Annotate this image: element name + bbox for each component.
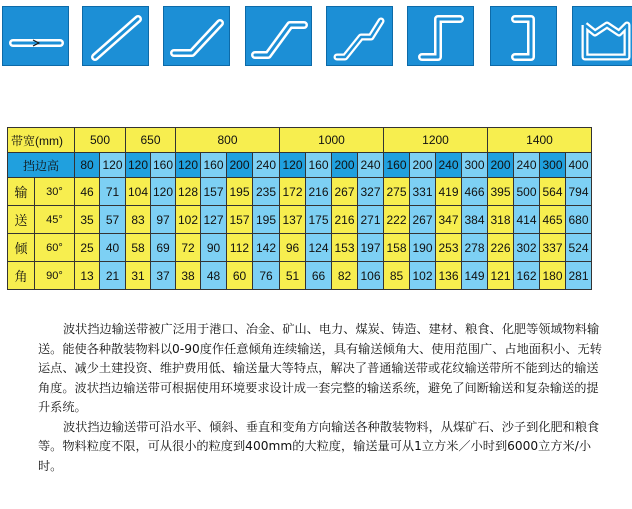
table-cell: 21 bbox=[100, 262, 126, 290]
table-cell: 794 bbox=[566, 178, 592, 206]
table-cell: 395 bbox=[488, 178, 514, 206]
table-cell: 216 bbox=[332, 206, 358, 234]
table-cell: 69 bbox=[151, 234, 176, 262]
table-cell: 680 bbox=[566, 206, 592, 234]
inclined-belt-icon bbox=[82, 6, 149, 66]
belt-width-row bbox=[8, 128, 592, 153]
edge-height-label: 挡边高 bbox=[8, 153, 75, 178]
table-cell: 172 bbox=[280, 178, 306, 206]
edge-height-cell: 80 bbox=[75, 153, 100, 178]
paragraph: 波状挡边输送带可沿水平、倾斜、垂直和变角方向输送各种散装物料，从煤矿石、沙子到化肥和粮食等。物料粒度不限，可从很小的粒度到400mm的大粒度，输送量可从1立方米／小时到6000立方米/小时。 bbox=[38, 419, 600, 473]
table-cell: 275 bbox=[384, 178, 410, 206]
table-cell: 419 bbox=[436, 178, 462, 206]
description-text bbox=[38, 320, 606, 476]
edge-height-cell: 200 bbox=[227, 153, 253, 178]
table-cell: 46 bbox=[75, 178, 100, 206]
table-cell: 71 bbox=[100, 178, 126, 206]
table-row bbox=[8, 206, 592, 234]
table-cell: 137 bbox=[280, 206, 306, 234]
table-cell: 195 bbox=[253, 206, 280, 234]
table-cell: 302 bbox=[514, 234, 540, 262]
table-cell: 128 bbox=[176, 178, 201, 206]
angle-label: 90° bbox=[35, 262, 75, 290]
edge-height-cell: 120 bbox=[126, 153, 151, 178]
horizontal-incline-belt-icon bbox=[163, 6, 230, 66]
edge-height-cell: 160 bbox=[201, 153, 227, 178]
table-cell: 384 bbox=[462, 206, 488, 234]
table-cell: 162 bbox=[514, 262, 540, 290]
side-label: 输 bbox=[8, 178, 35, 206]
edge-height-row bbox=[8, 153, 592, 178]
table-cell: 190 bbox=[410, 234, 436, 262]
belt-type-icons bbox=[0, 0, 632, 110]
edge-height-cell: 240 bbox=[436, 153, 462, 178]
paragraph: 波状挡边输送带被广泛用于港口、冶金、矿山、电力、煤炭、铸造、建材、粮食、化肥等领域物料输送。能使各种散装物料以0-90度作任意倾角连续输送，具有输送倾角大、使用范围广、占地面积小、无转运点、减少土建投资、维护费用低、输送量大等特点，解决了普通输送带或花纹输送带所不能到达的输送角度。波状挡边输送带可根据使用环境要求设计成一套完整的输送系统，避免了间断输送和复杂输送的提升系统。 bbox=[38, 322, 602, 414]
table-cell: 102 bbox=[176, 206, 201, 234]
side-label: 送 bbox=[8, 206, 35, 234]
edge-height-cell: 160 bbox=[384, 153, 410, 178]
table-cell: 216 bbox=[306, 178, 332, 206]
table-cell: 66 bbox=[306, 262, 332, 290]
belt-width-cell: 800 bbox=[176, 128, 280, 153]
table-cell: 271 bbox=[358, 206, 384, 234]
edge-height-cell: 240 bbox=[253, 153, 280, 178]
edge-height-cell: 240 bbox=[358, 153, 384, 178]
table-cell: 106 bbox=[358, 262, 384, 290]
table-cell: 13 bbox=[75, 262, 100, 290]
table-cell: 500 bbox=[514, 178, 540, 206]
table-cell: 331 bbox=[410, 178, 436, 206]
edge-height-cell: 160 bbox=[306, 153, 332, 178]
table-cell: 72 bbox=[176, 234, 201, 262]
stepped-incline-belt-icon bbox=[326, 6, 393, 66]
angle-label: 45° bbox=[35, 206, 75, 234]
table-cell: 35 bbox=[75, 206, 100, 234]
table-cell: 466 bbox=[462, 178, 488, 206]
table-cell: 253 bbox=[436, 234, 462, 262]
table-cell: 38 bbox=[176, 262, 201, 290]
horizontal-belt-icon bbox=[2, 6, 69, 66]
table-cell: 97 bbox=[151, 206, 176, 234]
table-cell: 60 bbox=[227, 262, 253, 290]
table-cell: 85 bbox=[384, 262, 410, 290]
table-cell: 524 bbox=[566, 234, 592, 262]
edge-height-cell: 200 bbox=[488, 153, 514, 178]
table-cell: 235 bbox=[253, 178, 280, 206]
side-label: 角 bbox=[8, 262, 35, 290]
edge-height-cell: 200 bbox=[332, 153, 358, 178]
table-cell: 127 bbox=[201, 206, 227, 234]
table-cell: 40 bbox=[100, 234, 126, 262]
table-cell: 112 bbox=[227, 234, 253, 262]
specification-table bbox=[7, 127, 592, 290]
angle-label: 30° bbox=[35, 178, 75, 206]
belt-width-cell: 650 bbox=[126, 128, 176, 153]
edge-height-cell: 120 bbox=[176, 153, 201, 178]
table-cell: 465 bbox=[540, 206, 566, 234]
table-cell: 37 bbox=[151, 262, 176, 290]
belt-width-cell: 1400 bbox=[488, 128, 592, 153]
table-cell: 48 bbox=[201, 262, 227, 290]
table-cell: 153 bbox=[332, 234, 358, 262]
table-cell: 121 bbox=[488, 262, 514, 290]
table-cell: 83 bbox=[126, 206, 151, 234]
table-cell: 157 bbox=[227, 206, 253, 234]
table-cell: 51 bbox=[280, 262, 306, 290]
table-cell: 195 bbox=[227, 178, 253, 206]
table-cell: 226 bbox=[488, 234, 514, 262]
edge-height-cell: 160 bbox=[151, 153, 176, 178]
table-cell: 175 bbox=[306, 206, 332, 234]
table-row bbox=[8, 234, 592, 262]
table-cell: 327 bbox=[358, 178, 384, 206]
vertical-c-belt-icon bbox=[490, 6, 557, 66]
belt-width-cell: 1200 bbox=[384, 128, 488, 153]
table-cell: 120 bbox=[151, 178, 176, 206]
edge-height-cell: 200 bbox=[410, 153, 436, 178]
table-row bbox=[8, 178, 592, 206]
table-cell: 96 bbox=[280, 234, 306, 262]
table-cell: 149 bbox=[462, 262, 488, 290]
table-row bbox=[8, 262, 592, 290]
table-cell: 337 bbox=[540, 234, 566, 262]
table-cell: 157 bbox=[201, 178, 227, 206]
belt-width-cell: 1000 bbox=[280, 128, 384, 153]
table-cell: 318 bbox=[488, 206, 514, 234]
table-cell: 222 bbox=[384, 206, 410, 234]
table-cell: 267 bbox=[332, 178, 358, 206]
table-cell: 82 bbox=[332, 262, 358, 290]
side-label: 倾 bbox=[8, 234, 35, 262]
table-cell: 564 bbox=[540, 178, 566, 206]
angle-label: 60° bbox=[35, 234, 75, 262]
vertical-closed-belt-icon bbox=[572, 6, 632, 66]
table-cell: 267 bbox=[410, 206, 436, 234]
table-cell: 158 bbox=[384, 234, 410, 262]
table-cell: 104 bbox=[126, 178, 151, 206]
belt-width-cell: 500 bbox=[75, 128, 126, 153]
table-cell: 57 bbox=[100, 206, 126, 234]
table-cell: 414 bbox=[514, 206, 540, 234]
table-cell: 281 bbox=[566, 262, 592, 290]
edge-height-cell: 120 bbox=[280, 153, 306, 178]
table-cell: 347 bbox=[436, 206, 462, 234]
table-cell: 25 bbox=[75, 234, 100, 262]
table-cell: 197 bbox=[358, 234, 384, 262]
vertical-s-belt-icon bbox=[407, 6, 474, 66]
table-cell: 136 bbox=[436, 262, 462, 290]
table-cell: 278 bbox=[462, 234, 488, 262]
table-cell: 76 bbox=[253, 262, 280, 290]
edge-height-cell: 120 bbox=[100, 153, 126, 178]
table-cell: 102 bbox=[410, 262, 436, 290]
table-cell: 124 bbox=[306, 234, 332, 262]
table-cell: 90 bbox=[201, 234, 227, 262]
table-cell: 180 bbox=[540, 262, 566, 290]
edge-height-cell: 400 bbox=[566, 153, 592, 178]
edge-height-cell: 300 bbox=[462, 153, 488, 178]
edge-height-cell: 240 bbox=[514, 153, 540, 178]
table-cell: 58 bbox=[126, 234, 151, 262]
table-cell: 142 bbox=[253, 234, 280, 262]
table-cell: 31 bbox=[126, 262, 151, 290]
edge-height-cell: 300 bbox=[540, 153, 566, 178]
belt-width-label: 带宽(mm) bbox=[8, 128, 75, 153]
horizontal-incline-horizontal-belt-icon bbox=[245, 6, 312, 66]
